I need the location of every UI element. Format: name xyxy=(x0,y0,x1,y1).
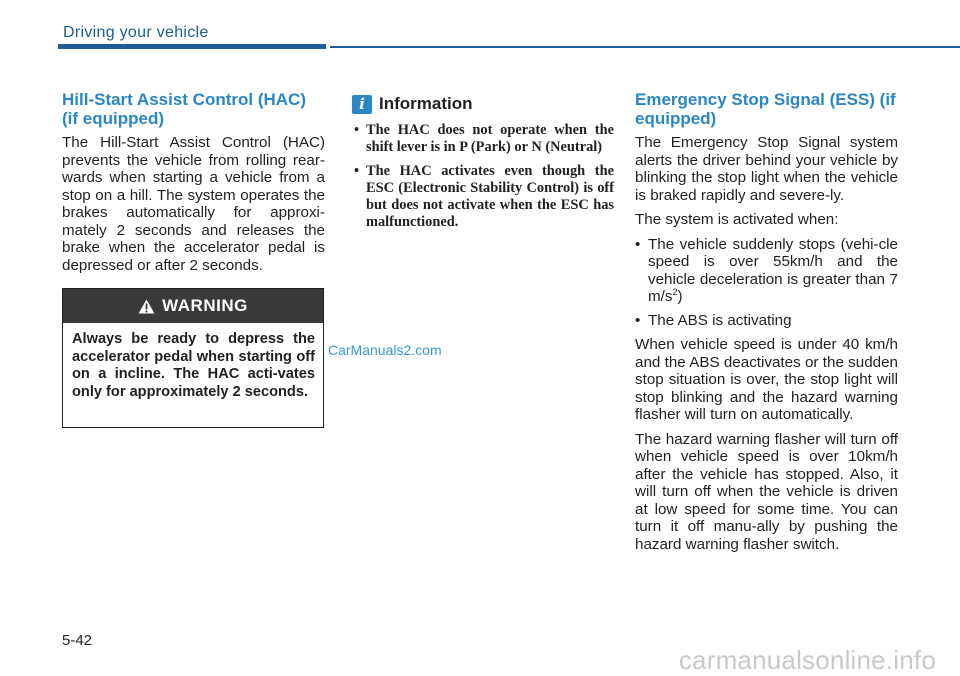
warning-box xyxy=(62,288,324,428)
hac-title: Hill-Start Assist Control (HAC) (if equipped) xyxy=(62,90,306,128)
ess-activated-when: The system is activated when: xyxy=(635,211,839,228)
page-number: 5-42 xyxy=(62,632,93,649)
footer-watermark: carmanualsonline.info xyxy=(678,645,936,675)
ess-condition: • The vehicle suddenly stops (vehi-cle speed is over 55km/h and the vehicle deceleration is greater than 7 $m/s^2$) xyxy=(635,235,898,305)
ess-title: Emergency Stop Signal (ESS) (if equipped) xyxy=(635,90,896,128)
info-icon: i xyxy=(352,95,372,114)
information-item: • The HAC activates even though the ESC (Electronic Stability Control) is off but does not activate when the ESC has malfunctioned. xyxy=(354,163,614,230)
watermark: CarManuals2.com xyxy=(328,342,442,358)
warning-header xyxy=(63,289,323,323)
information-list xyxy=(352,122,614,231)
hac-section xyxy=(62,90,325,281)
ess-section xyxy=(635,90,898,560)
information-header xyxy=(352,94,614,114)
information-section xyxy=(352,90,614,238)
ess-intro: The Emergency Stop Signal system alerts the driver behind your vehicle by blinking the stop light when the vehicle is braked rapidly and severe-ly. xyxy=(635,134,898,204)
ess-condition: • The ABS is activating xyxy=(635,311,792,329)
ess-conditions xyxy=(635,236,898,330)
warning-label: WARNING xyxy=(162,296,248,315)
section-title: Driving your vehicle xyxy=(63,24,209,41)
header-bar xyxy=(58,44,326,49)
warning-triangle-icon xyxy=(138,299,155,314)
ess-paragraph: The hazard warning flasher will turn off when vehicle speed is over 10km/h after the vehicle has stopped. Also, it will turn off when the vehicle is driven at low speed for some time. You can turn it off manu-ally by pushing the hazard warning flasher switch. xyxy=(635,430,898,553)
information-title: Information xyxy=(379,94,473,113)
warning-text: Always be ready to depress the accelerator pedal when starting off on a incline. The HAC acti-vates only for approximately 2 seconds. xyxy=(72,331,315,400)
hac-body: The Hill-Start Assist Control (HAC) prevents the vehicle from rolling rear-wards when starting a vehicle from a stop on a hill. The system operates the brakes automatically for approxi-mately 2 seconds and releases the brake when the accelerator pedal is depressed or after 2 seconds. xyxy=(62,134,325,274)
ess-paragraph: When vehicle speed is under 40 km/h and the ABS deactivates or the sudden stop situation is over, the stop light will stop blinking and the hazard warning flasher will turn on automatically. xyxy=(635,336,898,423)
header-rule xyxy=(330,46,960,48)
information-item: • The HAC does not operate when the shift lever is in P (Park) or N (Neutral) xyxy=(354,122,614,155)
